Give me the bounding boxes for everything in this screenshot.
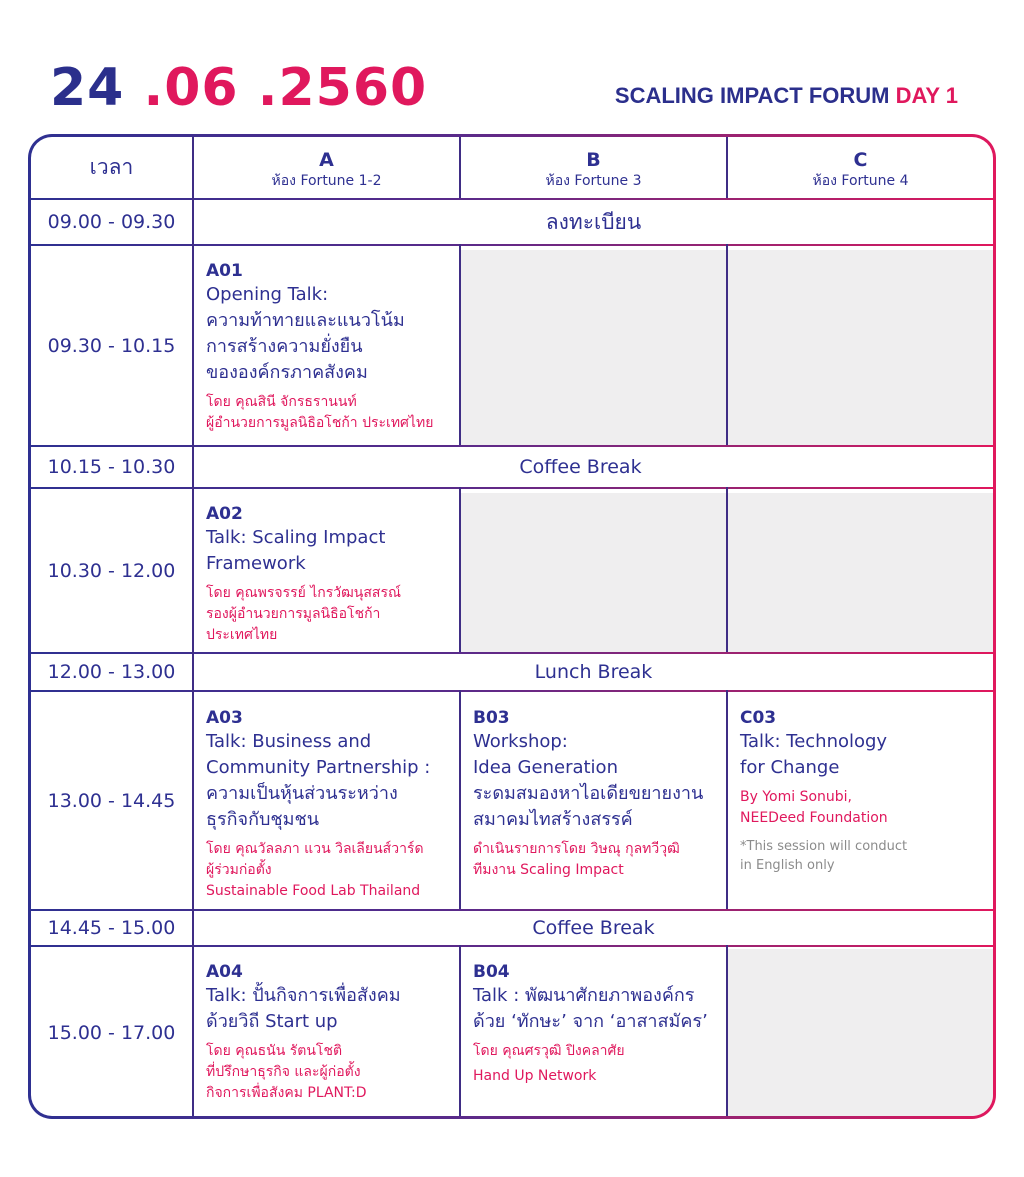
schedule-table [28,134,996,1119]
session-speaker [473,1041,720,1087]
registration-row: ลงทะเบียน [545,209,642,234]
session-a01 [194,250,459,445]
speaker-line: ที่ปรึกษาธุรกิจ และผู้ก่อตั้ง [206,1064,361,1080]
title-line: Talk: Business and [206,731,372,752]
coffee-break-row: Coffee Break [519,456,642,478]
session-title [206,983,453,1035]
session-speaker [740,787,987,829]
forum-name: SCALING IMPACT FORUM [614,83,890,108]
title-line: Talk: ปั้นกิจการเพื่อสังคม [206,985,401,1006]
title-line: ด้วย ‘ทักษะ’ จาก ‘อาสาสมัคร’ [473,1011,708,1032]
time-slot: 09.00 - 09.30 [47,211,176,233]
title-line: ขององค์กรภาคสังคม [206,362,368,383]
room-name: ห้อง Fortune 1-2 [271,173,382,189]
column-divider [459,487,461,652]
title-line: ความท้าทายและแนวโน้ม [206,310,405,331]
session-speaker [206,1041,453,1104]
column-divider [726,244,728,445]
time-slot: 09.30 - 10.15 [47,334,176,357]
room-name: ห้อง Fortune 3 [545,173,642,189]
column-divider [726,487,728,652]
session-title [473,729,720,833]
room-letter: A [319,149,334,171]
time-slot: 10.15 - 10.30 [47,456,176,478]
session-a04 [194,951,459,1116]
forum-day: DAY 1 [889,83,958,108]
session-code: B03 [473,708,510,728]
coffee-break-row: Coffee Break [532,917,655,939]
title-line: ธุรกิจกับชุมชน [206,809,320,830]
room-name: ห้อง Fortune 4 [812,173,909,189]
event-date [50,58,427,118]
speaker-line: By Yomi Sonubi, [740,789,852,805]
title-line: Community Partnership : [206,757,431,778]
session-code: B04 [473,962,510,982]
empty-cell-b-r2 [461,250,726,445]
session-b04 [461,951,726,1116]
title-line: ความเป็นหุ้นส่วนระหว่าง [206,783,398,804]
empty-cell-c-r8 [728,949,993,1116]
session-title [473,983,720,1035]
session-code: C03 [740,708,777,728]
empty-cell-c-r2 [728,250,993,445]
speaker-line: โดย คุณสินี จักรธรานนท์ [206,394,357,410]
title-line: สมาคมไทสร้างสรรค์ [473,809,633,830]
time-slot: 10.30 - 12.00 [47,559,176,582]
session-code: A01 [206,261,243,281]
room-b-header [461,137,726,198]
session-title [206,729,453,833]
speaker-line: โดย คุณศรวุฒิ ปิงคลาศัย [473,1043,625,1059]
speaker-line: โดย คุณธนัน รัตนโชติ [206,1043,343,1059]
column-divider [726,945,728,1116]
speaker-line: กิจการเพื่อสังคม PLANT:D [206,1085,367,1101]
speaker-line: ทีมงาน Scaling Impact [473,862,624,878]
column-divider [459,244,461,445]
empty-cell-c-r4 [728,493,993,652]
session-speaker [206,583,453,646]
speaker-line: Sustainable Food Lab Thailand [206,883,421,899]
title-line: การสร้างความยั่งยืน [206,336,363,357]
speaker-line: ประเทศไทย [206,627,278,643]
session-title [206,525,453,577]
title-line: Talk: Technology [740,731,888,752]
date-day: 24 [50,58,125,118]
session-c03 [728,697,993,909]
title-line: ระดมสมองหาไอเดียขยายงาน [473,783,704,804]
time-slot: 13.00 - 14.45 [47,789,176,812]
speaker-line: ดำเนินรายการโดย วิษณุ กุลทวีวุฒิ [473,841,680,857]
time-slot: 14.45 - 15.00 [47,917,176,939]
note-line: *This session will conduct [740,839,908,854]
room-letter: C [853,149,868,171]
title-line: ด้วยวิถี Start up [206,1011,338,1032]
title-line: Workshop: [473,731,568,752]
speaker-line: ผู้อำนวยการมูลนิธิอโชก้า ประเทศไทย [206,415,434,431]
lunch-break-row: Lunch Break [534,661,653,683]
title-line: Opening Talk: [206,284,329,305]
empty-cell-b-r4 [461,493,726,652]
session-title [740,729,987,781]
note-line: in English only [740,858,835,873]
session-a03 [194,697,459,909]
time-column-header: เวลา [89,155,134,179]
session-b03 [461,697,726,909]
session-speaker [206,392,453,434]
room-a-header [194,137,459,198]
speaker-line: Hand Up Network [473,1068,597,1084]
title-line: Talk : พัฒนาศักยภาพองค์กร [473,985,695,1006]
room-c-header [728,137,993,198]
date-month-year: .06 .2560 [124,58,428,118]
session-a02 [194,493,459,652]
title-line: Idea Generation [473,757,618,778]
speaker-line: โดย คุณวัลลภา แวน วิลเลียนส์วาร์ด [206,841,424,857]
session-title [206,282,453,386]
title-line: Framework [206,553,306,574]
session-code: A02 [206,504,243,524]
speaker-line: โดย คุณพรจรรย์ ไกรวัฒนุสสรณ์ [206,585,401,601]
time-slot: 15.00 - 17.00 [47,1022,176,1044]
speaker-line: รองผู้อำนวยการมูลนิธิอโชก้า [206,606,381,622]
session-code: A03 [206,708,243,728]
time-slot: 12.00 - 13.00 [47,661,176,683]
session-code: A04 [206,962,243,982]
title-line: for Change [740,757,840,778]
forum-title [615,83,958,109]
session-speaker [473,839,720,881]
room-letter: B [586,149,601,171]
session-note [740,837,987,875]
speaker-line: ผู้ร่วมก่อตั้ง [206,862,272,878]
speaker-line: NEEDeed Foundation [740,810,888,826]
session-speaker [206,839,453,902]
title-line: Talk: Scaling Impact [206,527,386,548]
